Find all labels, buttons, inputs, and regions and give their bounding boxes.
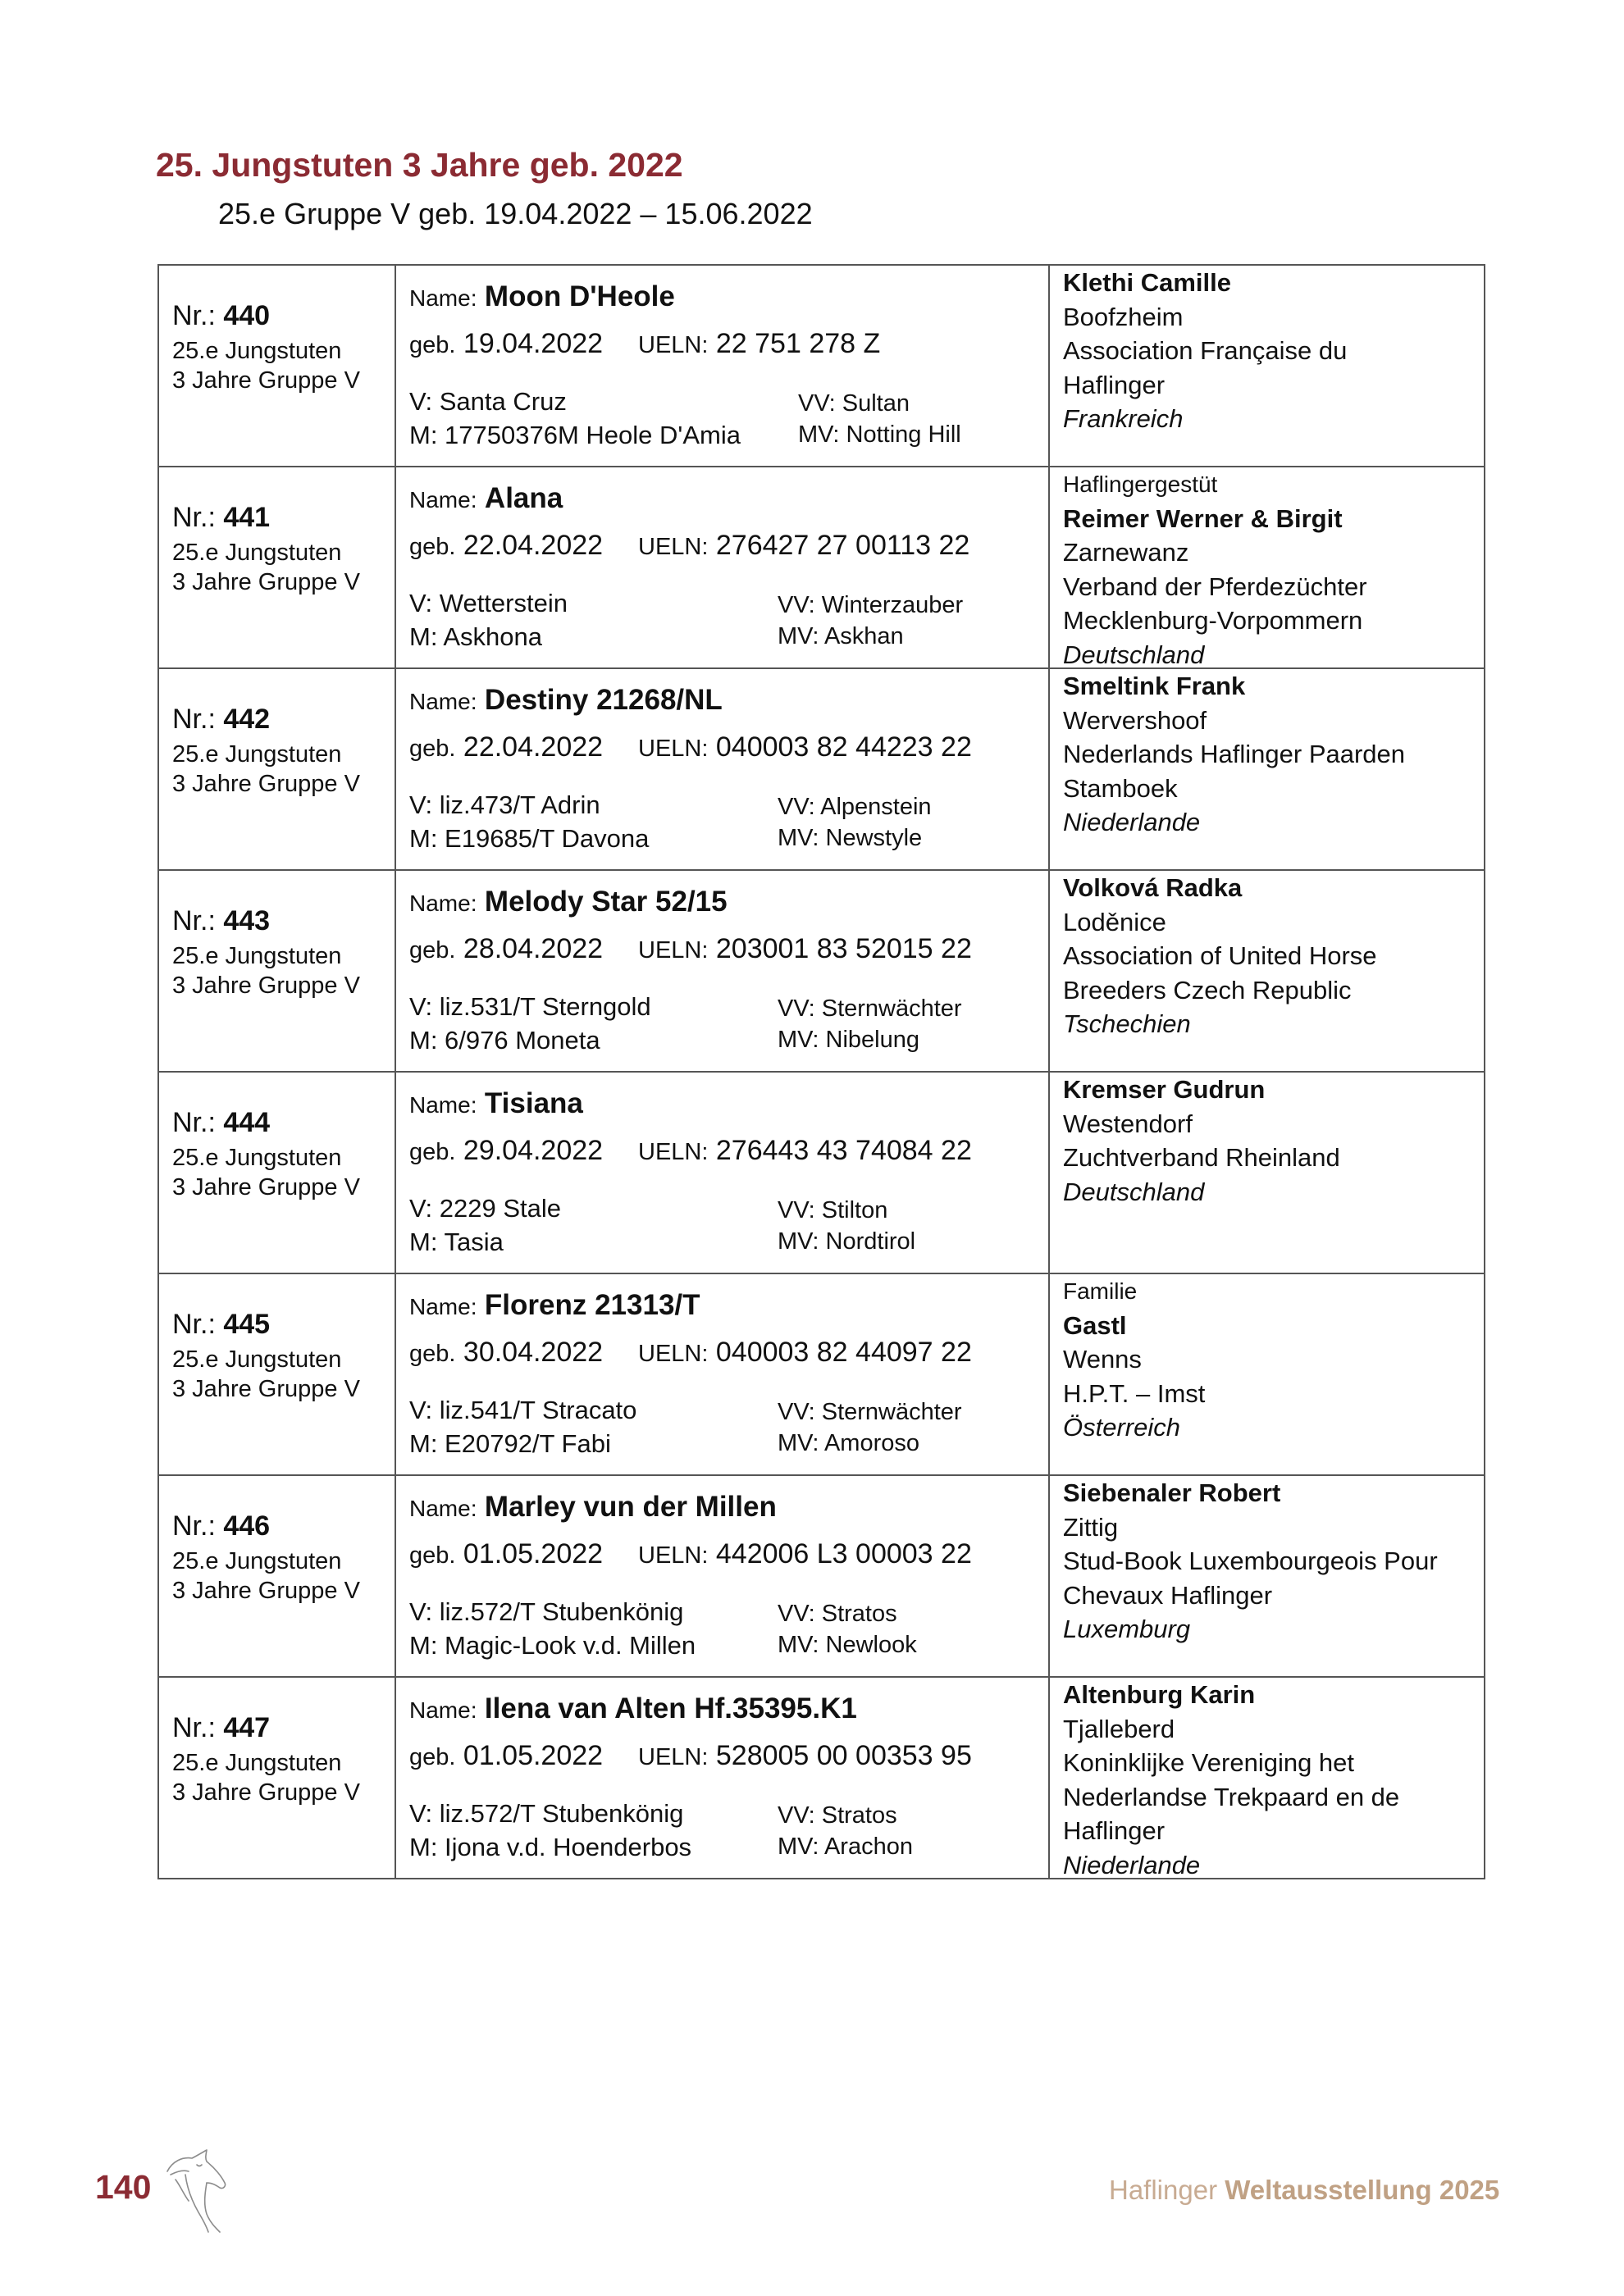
horse-name-value: Moon D'Heole bbox=[484, 280, 675, 312]
ueln bbox=[638, 530, 969, 562]
group-label: 3 Jahre Gruppe V bbox=[172, 1578, 360, 1604]
owner-line: Haflinger bbox=[1063, 1816, 1166, 1845]
horse-info-cell bbox=[395, 265, 1049, 467]
entry-number bbox=[172, 1712, 270, 1744]
owner-line: Nederlandse Trekpaard en de bbox=[1063, 1782, 1400, 1811]
group-label: 3 Jahre Gruppe V bbox=[172, 1779, 360, 1806]
horse-info-cell bbox=[395, 467, 1049, 668]
birth-date bbox=[409, 933, 603, 965]
birth-date-value: 19.04.2022 bbox=[463, 328, 604, 359]
class-label: 25.e Jungstuten bbox=[172, 943, 342, 969]
entry-row bbox=[158, 1273, 1485, 1475]
birth-date-value: 29.04.2022 bbox=[463, 1135, 604, 1166]
horse-name bbox=[409, 482, 563, 515]
birth-date-value: 30.04.2022 bbox=[463, 1337, 604, 1368]
entry-row bbox=[158, 870, 1485, 1072]
nr-value: 445 bbox=[223, 1309, 271, 1340]
dam-sire: MV: Nordtirol bbox=[778, 1228, 916, 1255]
ueln-label: UELN: bbox=[638, 1139, 709, 1165]
class-label: 25.e Jungstuten bbox=[172, 1145, 342, 1171]
ueln-value: 276443 43 74084 22 bbox=[715, 1135, 972, 1166]
entry-number bbox=[172, 704, 270, 736]
ueln bbox=[638, 1135, 972, 1167]
geb-label: geb. bbox=[409, 937, 456, 963]
owner-line: Loděnice bbox=[1063, 907, 1166, 936]
entry-number-cell bbox=[158, 870, 395, 1072]
dam-sire: MV: Arachon bbox=[778, 1834, 913, 1860]
group-subtitle: 25.e Gruppe V geb. 19.04.2022 – 15.06.2022 bbox=[218, 197, 813, 230]
horse-name bbox=[409, 684, 723, 717]
horse-info-cell bbox=[395, 870, 1049, 1072]
horse-name bbox=[409, 1289, 700, 1322]
ueln bbox=[638, 328, 880, 360]
group-label: 3 Jahre Gruppe V bbox=[172, 973, 360, 999]
owner-name: Altenburg Karin bbox=[1063, 1680, 1256, 1709]
owner-line: Nederlands Haflinger Paarden bbox=[1063, 740, 1406, 768]
owner-line: Verband der Pferdezüchter bbox=[1063, 572, 1367, 601]
name-label: Name: bbox=[409, 487, 477, 512]
owner-cell bbox=[1049, 1475, 1485, 1677]
group-label: 3 Jahre Gruppe V bbox=[172, 1376, 360, 1402]
entry-row bbox=[158, 1072, 1485, 1273]
entry-number bbox=[172, 300, 270, 332]
owner-country: Tschechien bbox=[1063, 1009, 1191, 1038]
ueln bbox=[638, 1337, 972, 1369]
owner-cell bbox=[1049, 1273, 1485, 1475]
horse-info-cell bbox=[395, 1273, 1049, 1475]
birth-date bbox=[409, 731, 603, 763]
owner-name: Klethi Camille bbox=[1063, 268, 1231, 297]
grandsire: VV: Winterzauber bbox=[778, 592, 964, 618]
horse-name-value: Ilena van Alten Hf.35395.K1 bbox=[484, 1692, 857, 1724]
owner-line: Westendorf bbox=[1063, 1109, 1193, 1138]
nr-label: Nr.: bbox=[172, 1107, 216, 1138]
entry-row bbox=[158, 1677, 1485, 1879]
entry-number-cell bbox=[158, 1677, 395, 1879]
owner-line: Wervershoof bbox=[1063, 705, 1207, 735]
owner-country: Niederlande bbox=[1063, 1850, 1201, 1879]
sire: V: liz.531/T Sterngold bbox=[409, 992, 651, 1021]
owner-line: H.P.T. – Imst bbox=[1063, 1378, 1206, 1408]
name-label: Name: bbox=[409, 689, 477, 714]
geb-label: geb. bbox=[409, 1139, 456, 1165]
owner-line: Zuchtverband Rheinland bbox=[1063, 1143, 1340, 1172]
entry-number-cell bbox=[158, 265, 395, 467]
owner-country: Luxemburg bbox=[1063, 1615, 1191, 1643]
birth-date-value: 01.05.2022 bbox=[463, 1538, 604, 1569]
geb-label: geb. bbox=[409, 332, 456, 358]
entry-row bbox=[158, 1475, 1485, 1677]
birth-date bbox=[409, 1135, 603, 1167]
owner-name: Volková Radka bbox=[1063, 873, 1243, 902]
owner-block bbox=[1063, 1678, 1476, 1882]
name-label: Name: bbox=[409, 1294, 477, 1319]
ueln-label: UELN: bbox=[638, 1542, 709, 1569]
nr-value: 443 bbox=[223, 905, 271, 936]
dam: M: 17750376M Heole D'Amia bbox=[409, 421, 741, 449]
owner-line: Association Française du bbox=[1063, 336, 1348, 365]
owner-name: Siebenaler Robert bbox=[1063, 1478, 1281, 1507]
dam: M: Magic-Look v.d. Millen bbox=[409, 1631, 696, 1660]
sire: V: liz.572/T Stubenkönig bbox=[409, 1799, 684, 1828]
horse-name-value: Florenz 21313/T bbox=[484, 1289, 700, 1321]
owner-cell bbox=[1049, 1677, 1485, 1879]
ueln-value: 040003 82 44097 22 bbox=[715, 1337, 972, 1368]
group-label: 3 Jahre Gruppe V bbox=[172, 367, 360, 394]
horse-name bbox=[409, 1692, 857, 1725]
horse-name-value: Melody Star 52/15 bbox=[484, 886, 728, 918]
group-label: 3 Jahre Gruppe V bbox=[172, 1174, 360, 1200]
ueln-value: 203001 83 52015 22 bbox=[715, 933, 972, 964]
grandsire: VV: Stilton bbox=[778, 1197, 888, 1223]
owner-cell bbox=[1049, 1072, 1485, 1273]
ueln-label: UELN: bbox=[638, 534, 709, 560]
ueln-value: 276427 27 00113 22 bbox=[715, 530, 970, 561]
geb-label: geb. bbox=[409, 534, 456, 560]
nr-value: 442 bbox=[223, 704, 271, 735]
ueln bbox=[638, 933, 972, 965]
class-label: 25.e Jungstuten bbox=[172, 540, 342, 566]
nr-value: 444 bbox=[223, 1107, 271, 1138]
entry-number bbox=[172, 1309, 270, 1341]
birth-date bbox=[409, 1337, 603, 1369]
owner-prefix: Familie bbox=[1063, 1278, 1138, 1304]
group-label: 3 Jahre Gruppe V bbox=[172, 569, 360, 595]
nr-label: Nr.: bbox=[172, 704, 216, 735]
owner-line: Association of United Horse bbox=[1063, 941, 1377, 970]
owner-country: Frankreich bbox=[1063, 404, 1184, 433]
geb-label: geb. bbox=[409, 1542, 456, 1569]
owner-block bbox=[1063, 1274, 1476, 1445]
ueln-value: 22 751 278 Z bbox=[715, 328, 881, 359]
horse-info-cell bbox=[395, 668, 1049, 870]
owner-line: Stamboek bbox=[1063, 773, 1178, 803]
dam: M: 6/976 Moneta bbox=[409, 1026, 600, 1055]
entry-number bbox=[172, 1510, 270, 1542]
owner-block bbox=[1063, 1073, 1476, 1209]
owner-country: Deutschland bbox=[1063, 1177, 1205, 1206]
ueln bbox=[638, 1740, 972, 1772]
owner-line: Tjalleberd bbox=[1063, 1714, 1175, 1743]
owner-cell bbox=[1049, 870, 1485, 1072]
class-label: 25.e Jungstuten bbox=[172, 1750, 342, 1776]
entry-number-cell bbox=[158, 1072, 395, 1273]
grandsire: VV: Alpenstein bbox=[778, 794, 932, 820]
nr-value: 440 bbox=[223, 300, 271, 331]
grandsire: VV: Stratos bbox=[778, 1601, 897, 1627]
class-label: 25.e Jungstuten bbox=[172, 741, 342, 768]
nr-label: Nr.: bbox=[172, 502, 216, 533]
owner-line: Boofzheim bbox=[1063, 302, 1184, 331]
entry-number bbox=[172, 502, 270, 534]
horse-name-value: Destiny 21268/NL bbox=[484, 684, 723, 716]
owner-block bbox=[1063, 871, 1476, 1041]
owner-line: Stud-Book Luxembourgeois Pour bbox=[1063, 1547, 1438, 1575]
owner-block bbox=[1063, 266, 1476, 436]
birth-date bbox=[409, 328, 603, 360]
dam-sire: MV: Askhan bbox=[778, 623, 904, 649]
nr-label: Nr.: bbox=[172, 1510, 216, 1542]
birth-date-value: 28.04.2022 bbox=[463, 933, 604, 964]
nr-label: Nr.: bbox=[172, 300, 216, 331]
footer-brand bbox=[1109, 2175, 1499, 2206]
owner-line: Haflinger bbox=[1063, 370, 1166, 399]
dam-sire: MV: Notting Hill bbox=[798, 421, 961, 448]
group-label: 3 Jahre Gruppe V bbox=[172, 771, 360, 797]
owner-name: Reimer Werner & Birgit bbox=[1063, 503, 1343, 533]
horse-info-cell bbox=[395, 1072, 1049, 1273]
owner-line: Zarnewanz bbox=[1063, 538, 1189, 567]
owner-name: Smeltink Frank bbox=[1063, 672, 1246, 700]
name-label: Name: bbox=[409, 285, 477, 311]
owner-block bbox=[1063, 467, 1476, 672]
class-label: 25.e Jungstuten bbox=[172, 338, 342, 364]
dam: M: E19685/T Davona bbox=[409, 824, 650, 853]
name-label: Name: bbox=[409, 1697, 477, 1723]
nr-label: Nr.: bbox=[172, 1309, 216, 1340]
owner-name: Kremser Gudrun bbox=[1063, 1075, 1266, 1104]
horse-name bbox=[409, 1491, 777, 1524]
owner-line: Koninklijke Vereniging het bbox=[1063, 1748, 1355, 1777]
owner-country: Niederlande bbox=[1063, 808, 1201, 836]
sire: V: liz.473/T Adrin bbox=[409, 790, 600, 819]
ueln-value: 442006 L3 00003 22 bbox=[715, 1538, 972, 1569]
horse-head-logo-icon bbox=[161, 2147, 230, 2234]
dam: M: Askhona bbox=[409, 622, 542, 651]
owner-line: Chevaux Haflinger bbox=[1063, 1580, 1273, 1610]
nr-label: Nr.: bbox=[172, 905, 216, 936]
nr-label: Nr.: bbox=[172, 1712, 216, 1743]
dam-sire: MV: Amoroso bbox=[778, 1430, 919, 1456]
owner-cell bbox=[1049, 265, 1485, 467]
class-label: 25.e Jungstuten bbox=[172, 1548, 342, 1574]
horse-name-value: Marley vun der Millen bbox=[484, 1491, 777, 1523]
class-label: 25.e Jungstuten bbox=[172, 1346, 342, 1373]
birth-date bbox=[409, 530, 603, 562]
sire: V: liz.541/T Stracato bbox=[409, 1396, 637, 1424]
ueln-value: 528005 00 00353 95 bbox=[715, 1740, 972, 1771]
nr-value: 441 bbox=[223, 502, 271, 533]
grandsire: VV: Stratos bbox=[778, 1802, 897, 1829]
owner-line: Mecklenburg-Vorpommern bbox=[1063, 606, 1363, 635]
ueln-label: UELN: bbox=[638, 332, 709, 358]
owner-country: Deutschland bbox=[1063, 640, 1205, 669]
grandsire: VV: Sternwächter bbox=[778, 995, 962, 1022]
ueln-value: 040003 82 44223 22 bbox=[715, 731, 972, 763]
ueln-label: UELN: bbox=[638, 937, 709, 963]
entry-number-cell bbox=[158, 668, 395, 870]
name-label: Name: bbox=[409, 1496, 477, 1521]
sire: V: Santa Cruz bbox=[409, 387, 567, 416]
dam: M: Tasia bbox=[409, 1228, 504, 1256]
entry-number bbox=[172, 905, 270, 937]
grandsire: VV: Sternwächter bbox=[778, 1399, 962, 1425]
horse-name bbox=[409, 1087, 583, 1120]
name-label: Name: bbox=[409, 1092, 477, 1118]
horse-name-value: Alana bbox=[484, 482, 563, 514]
birth-date-value: 22.04.2022 bbox=[463, 530, 604, 561]
owner-line: Wenns bbox=[1063, 1345, 1142, 1374]
entry-row bbox=[158, 265, 1485, 467]
sire: V: Wetterstein bbox=[409, 589, 568, 617]
ueln-label: UELN: bbox=[638, 1744, 709, 1770]
owner-cell bbox=[1049, 467, 1485, 668]
geb-label: geb. bbox=[409, 1341, 456, 1367]
nr-value: 447 bbox=[223, 1712, 271, 1743]
entry-number-cell bbox=[158, 1475, 395, 1677]
dam-sire: MV: Nibelung bbox=[778, 1027, 920, 1053]
section-title: 25. Jungstuten 3 Jahre geb. 2022 bbox=[156, 146, 683, 184]
entry-number bbox=[172, 1107, 270, 1139]
ueln bbox=[638, 1538, 972, 1570]
owner-cell bbox=[1049, 668, 1485, 870]
entry-number-cell bbox=[158, 1273, 395, 1475]
dam: M: Ijona v.d. Hoenderbos bbox=[409, 1833, 692, 1861]
owner-line: Zittig bbox=[1063, 1512, 1119, 1542]
sire: V: 2229 Stale bbox=[409, 1194, 561, 1223]
horse-info-cell bbox=[395, 1677, 1049, 1879]
owner-block bbox=[1063, 669, 1476, 840]
horse-name bbox=[409, 280, 675, 313]
birth-date bbox=[409, 1538, 603, 1570]
grandsire: VV: Sultan bbox=[798, 390, 910, 417]
geb-label: geb. bbox=[409, 736, 456, 762]
horse-info-cell bbox=[395, 1475, 1049, 1677]
entry-row bbox=[158, 668, 1485, 870]
sire: V: liz.572/T Stubenkönig bbox=[409, 1597, 684, 1626]
page-number: 140 bbox=[95, 2168, 152, 2206]
owner-line: Breeders Czech Republic bbox=[1063, 975, 1352, 1004]
birth-date bbox=[409, 1740, 603, 1772]
owner-country: Österreich bbox=[1063, 1413, 1180, 1442]
dam: M: E20792/T Fabi bbox=[409, 1429, 611, 1458]
entry-row bbox=[158, 467, 1485, 668]
ueln-label: UELN: bbox=[638, 736, 709, 762]
owner-block bbox=[1063, 1476, 1476, 1647]
horse-name bbox=[409, 886, 728, 918]
ueln bbox=[638, 731, 972, 763]
dam-sire: MV: Newstyle bbox=[778, 825, 923, 851]
name-label: Name: bbox=[409, 891, 477, 916]
ueln-label: UELN: bbox=[638, 1341, 709, 1367]
nr-value: 446 bbox=[223, 1510, 271, 1542]
geb-label: geb. bbox=[409, 1744, 456, 1770]
footer-brand-bold: Weltausstellung 2025 bbox=[1225, 2175, 1500, 2205]
horse-name-value: Tisiana bbox=[484, 1087, 583, 1119]
birth-date-value: 22.04.2022 bbox=[463, 731, 604, 763]
birth-date-value: 01.05.2022 bbox=[463, 1740, 604, 1771]
entry-number-cell bbox=[158, 467, 395, 668]
dam-sire: MV: Newlook bbox=[778, 1632, 917, 1658]
owner-prefix: Haflingergestüt bbox=[1063, 472, 1218, 497]
footer-brand-light: Haflinger bbox=[1109, 2175, 1218, 2205]
entries-table bbox=[157, 264, 1485, 1879]
owner-name: Gastl bbox=[1063, 1310, 1127, 1340]
